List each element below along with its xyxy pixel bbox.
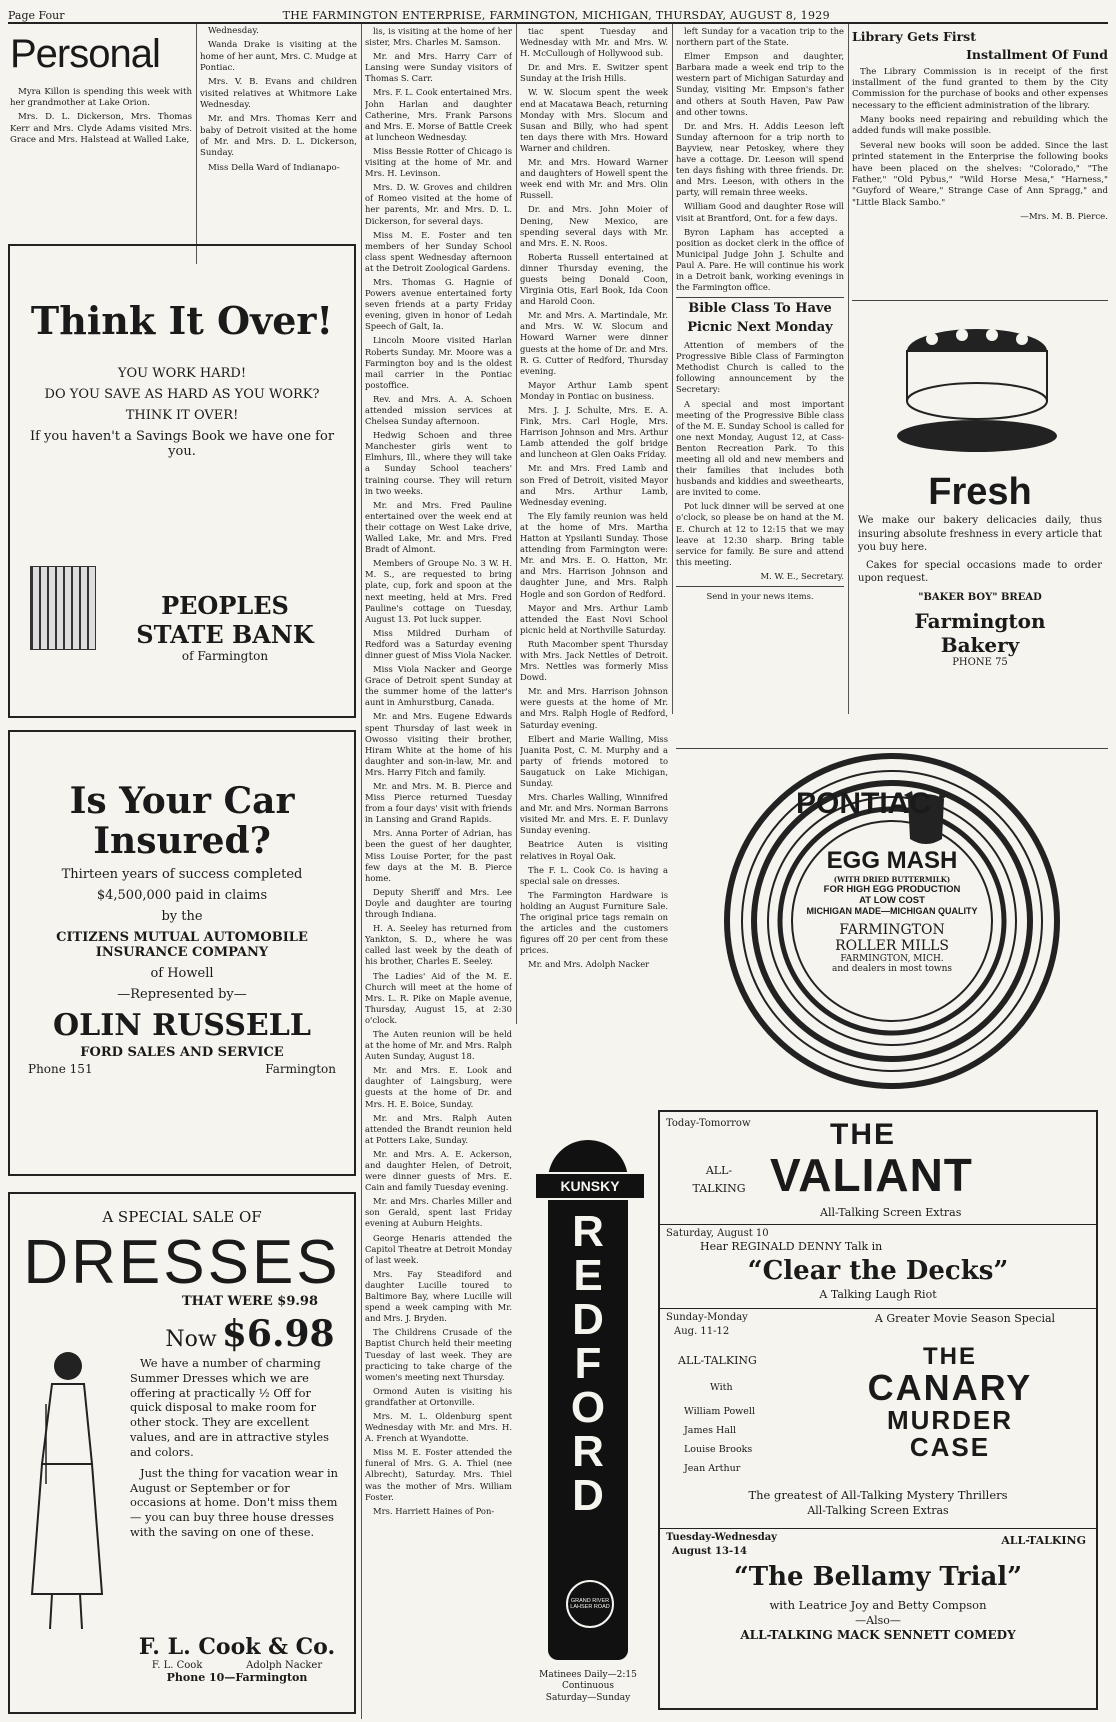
news-item: The Ladies' Aid of the M. E. Church will meet at the home of Mrs. L. R. Pike on Maple avenue, Thursday, August 15, at 2:30 o'clock. [365, 970, 512, 1025]
news-item: The Childrens Crusade of the Baptist Church held their meeting Tuesday of last week. They are practicing to take charge of the women's meeting next Thursday. [365, 1327, 512, 1382]
now-label: Now [165, 1327, 217, 1352]
news-item: Miss M. E. Foster and ten members of her Sunday School class spent Wednesday afternoon at the Detroit Zoological Gardens. [365, 229, 512, 273]
news-item: The Library Commission is in receipt of the first installment of the fund granted to them by the City Commission for the purchase of books and other expenses necessary to the efficient administration of the library. [852, 66, 1108, 111]
news-item: Miss M. E. Foster attended the funeral of Mrs. G. A. Thiel (nee Albrecht), Saturday. Mrs. Thiel was the mother of Mrs. William Foster. [365, 1447, 512, 1502]
peoples-state-bank-ad [8, 244, 356, 718]
news-item: Dr. and Mrs. E. Switzer spent Sunday at the Irish Hills. [520, 62, 668, 84]
signature: M. W. E., Secretary. [760, 570, 844, 581]
insurance-ad [8, 730, 356, 1176]
news-item: Mr. and Mrs. M. B. Pierce and Miss Pierce returned Tuesday from a four days' visit with friends in Lansing and Grand Rapids. [365, 781, 512, 825]
town: Farmington [265, 1062, 336, 1077]
news-item: Byron Lapham has accepted a position as docket clerk in the office of Municipal Judge John J. Schulte and Paul A. Pare. He will continue his work in a Detroit bank, working evenings in the Farmington office. [676, 226, 844, 293]
news-item: A special and most important meeting of the Progressive Bible class of the M. E. Sunday School is called for one next Monday, August 12, at Cass-Benton Recreation Park. To this meeting all old and new members and their families that includes both husbands and kiddies and sweethearts, are invited to come. [676, 398, 844, 498]
program-row-valiant [660, 1112, 1096, 1225]
news-item: Mrs. F. L. Cook entertained Mrs. John Harlan and daughter Catherine, Mrs. Frank Parsons and Mrs. E. Morse of Battle Creek at luncheon Wednesday. [365, 87, 512, 142]
news-item: Ormond Auten is visiting his grandfather at Ortonville. [365, 1385, 512, 1407]
matinee-time: Matinees Daily—2:15 [539, 1670, 637, 1680]
ad-line: Thirteen years of success completed [61, 867, 303, 883]
news-item: Deputy Sheriff and Mrs. Lee Doyle and daughter are touring through Indiana. [365, 886, 512, 920]
program-day: Tuesday-Wednesday [666, 1532, 777, 1543]
news-item: Mr. and Mrs. Adolph Nacker [528, 959, 650, 970]
program-row-canary [660, 1308, 1096, 1529]
news-items-note: Send in your news items. [706, 591, 814, 601]
product-name: EGG MASH [826, 847, 958, 874]
news-item: Mrs. V. B. Evans and children visited relatives at Whitmore Lake Wednesday. [200, 77, 357, 111]
news-item: Mayor Arthur Lamb spent Monday in Pontiac on business. [520, 379, 668, 401]
news-item: Attention of members of the Progressive Bible Class of Farmington Methodist Church is called to the following announcement by the Secretary: [676, 340, 844, 395]
news-column-2 [200, 26, 357, 240]
news-item: George Henaris attended the Capitol Theatre at Detroit Monday of last week. [365, 1232, 512, 1265]
news-column-4 [520, 26, 668, 1016]
cake-illustration [892, 311, 1062, 461]
library-column [852, 26, 1108, 326]
news-item: Mr. and Mrs. Fred Lamb and son Fred of Detroit, visited Mayor and Mrs. Arthur Lamb, Wednesday evening. [520, 463, 668, 507]
ad-copy: We have a number of charming Summer Dresses which we are offering at practically ½ Off for quick disposal to make room for other stock. They are excellent values, and are in attractive styles and colors. [130, 1356, 329, 1459]
redford-sign: REDFORD [570, 1207, 606, 1520]
ad-line: DO YOU SAVE AS HARD AS YOU WORK? [44, 386, 320, 402]
dresses-sale-ad [8, 1192, 356, 1714]
theater-location-badge: GRAND RIVER LAHSER ROAD [566, 1580, 614, 1628]
ad-line: YOU WORK HARD! [117, 365, 247, 381]
film-cast: with Leatrice Joy and Betty Compson [769, 1598, 987, 1612]
original-price: THAT WERE $9.98 [182, 1294, 318, 1309]
sale-price: $6.98 [221, 1313, 335, 1355]
newspaper-title: THE FARMINGTON ENTERPRISE, FARMINGTON, MICHIGAN, THURSDAY, AUGUST 8, 1929 [282, 9, 830, 22]
film-title: VALIANT [770, 1149, 973, 1201]
signature: —Mrs. M. B. Pierce. [1020, 211, 1108, 222]
news-item: Mr. and Mrs. A. Martindale, Mr. and Mrs. W. W. Slocum and Howard Warner were dinner guests at the home of Dr. and Mrs. R. G. Cutter of Redford, Thursday evening. [520, 310, 668, 376]
bank-building-illustration [30, 566, 96, 650]
news-item: left Sunday for a vacation trip to the northern part of the State. [676, 26, 844, 48]
news-item: Mrs. Anna Porter of Adrian, has been the guest of her daughter, Miss Louise Porter, for the past few days at the M. B. Pierce home. [365, 828, 512, 883]
bank-name-2: STATE BANK [136, 620, 314, 649]
news-item: tiac spent Tuesday and Wednesday with Mr. and Mrs. W. H. McCullough of Hollywood sub. [520, 26, 668, 59]
news-item: Mrs. Thomas G. Hagnie of Powers avenue entertained forty seven friends at a party Friday evening, given in honor of Ledah Speech of Galt, Ia. [365, 276, 512, 332]
film-title: CASE [909, 1432, 991, 1463]
news-item: Mayor and Mrs. Arthur Lamb attended the East Novi School picnic held at Northville Saturday. [520, 602, 668, 635]
bakery-name-1: Farmington [914, 608, 1046, 633]
bible-class-headline: Bible Class To Have [688, 301, 832, 317]
bank-name-1: PEOPLES [161, 591, 289, 620]
program-day: Sunday-Monday [666, 1312, 748, 1323]
news-item: Mrs. M. L. Oldenburg spent Wednesday with Mr. and Mrs. H. A. French at Wyandotte. [365, 1410, 512, 1444]
agent-name: OLIN RUSSELL [53, 1008, 311, 1044]
news-item: Hedwig Schoen and three Manchester girls went to Elmhurs, Ill., where they will take a Sunday School teachers' training course. They will return in two weeks. [365, 430, 512, 496]
news-item: Mr. and Mrs. Eugene Edwards spent Thursday of last week in Owosso visiting their brother, Hiram White at the home of his daughter and son-in-law, Mr. and Mrs. Harry Fitch and family. [365, 711, 512, 777]
news-item: Mr. and Mrs. A. E. Ackerson, and daughter Helen, of Detroit, were dinner guests of Mrs. E. Cain and family Tuesday evening. [365, 1148, 512, 1193]
owner-name: F. L. Cook [151, 1660, 203, 1671]
product-sub: (WITH DRIED BUTTERMILK) [833, 875, 951, 884]
phone: Phone 151 [28, 1062, 93, 1077]
news-item: Mrs. Fay Steadiford and daughter Lucille toured to Baltimore Bay, where Lucille will spend a week camping with Mr. and Mrs. J. Bryden. [365, 1268, 512, 1324]
program-footer: ALL-TALKING MACK SENNETT COMEDY [740, 1628, 1016, 1642]
ad-copy: Just the thing for vacation wear in August or September or for occasions at home. Don't miss them — you can buy three house dresses with the saving on one of these. [130, 1465, 338, 1540]
ad-line: MICHIGAN MADE—MICHIGAN QUALITY [806, 906, 978, 916]
cast-member: James Hall [684, 1425, 737, 1436]
program-footer: The greatest of All-Talking Mystery Thrillers [748, 1488, 1008, 1502]
ad-line: of Howell [150, 966, 214, 982]
news-item: Several new books will soon be added. Since the last printed statement in the Enterprise the following books have been placed on the shelves: "Colorado," "The Father," "Old Pybus," "Wild Horse Mesa," "Harness," "Guyford of Weare," Strange Case of Ann Spragg," and "Little Black Sambo." [852, 140, 1108, 208]
all-talking-label: ALL-TALKING [678, 1354, 757, 1367]
news-item: Miss Viola Nacker and George Grace of Detroit spent Sunday at the summer home of the latter's aunt in Amhurstburg, Canada. [365, 664, 512, 708]
news-item: Mrs. D. W. Groves and children of Romeo visited at the home of her parents, Mr. and Mrs. D. L. Dickerson, for several days. [365, 182, 512, 226]
news-item: Miss Della Ward of Indianapo- [208, 162, 340, 173]
news-item: Ruth Macomber spent Thursday with Mrs. Jack Nettles of Detroit. Mrs. Nettles was formerly Miss Dowd. [520, 638, 668, 683]
film-title: MURDER [886, 1404, 1014, 1435]
ad-line: FOR HIGH EGG PRODUCTION [823, 884, 961, 895]
news-item: The Farmington Hardware is holding an August Furniture Sale. The original price tags remain on the articles and the customers figures off 20 per cent from these prices. [520, 889, 668, 956]
ad-line: THINK IT OVER! [125, 407, 239, 423]
theater-program [658, 1110, 1098, 1710]
cast-member: Louise Brooks [684, 1444, 753, 1455]
news-item: Wanda Drake is visiting at the home of her aunt, Mrs. C. Mudge at Pontiac. [200, 40, 357, 74]
news-item: W. W. Slocum spent the week end at Macatawa Beach, returning Monday with Mrs. Slocum and Susan and Billy, who had spent ten days there with Mrs. Howard Warner and children. [520, 87, 668, 153]
news-item: Mrs. Charles Walling, Winnifred and Mr. and Mrs. Norman Barrons visited Mr. and Mrs. E. F. Dunlavy Sunday evening. [520, 792, 668, 836]
ad-line: CITIZENS MUTUAL AUTOMOBILE INSURANCE COMPANY [56, 930, 308, 961]
news-item: The F. L. Cook Co. is having a special sale on dresses. [520, 864, 668, 886]
ad-copy: We make our bakery delicacies daily, thus insuring absolute freshness in every article that you buy here. [858, 515, 1102, 553]
screen-extras: All-Talking Screen Extras [820, 1206, 962, 1219]
bakery-phone: PHONE 75 [952, 656, 1008, 668]
theater-sign-panel [518, 1110, 658, 1716]
news-column-5 [676, 26, 844, 746]
news-item: Mr. and Mrs. Howard Warner and daughters of Howell spent the week end with Mr. and Mrs. Olin Russell. [520, 157, 668, 201]
news-item: The Ely family reunion was held at the home of Mrs. Martha Hatton at Ypsilanti Sunday. Those attending from Farmington were: Mr. and Mrs. E. O. Hatton, Mr. and Mrs. Harrison Johnson and daughter June, and Mrs. Ralph Hogle and son Gordon of Redford. [520, 510, 668, 599]
film-title: CANARY [867, 1367, 1033, 1409]
program-hear: Hear REGINALD DENNY Talk in [700, 1240, 883, 1253]
news-item: Mrs. J. J. Schulte, Mrs. E. A. Fink, Mrs. Carl Hogle, Mrs. Harrison Johnson and Mrs. Arthur Lamb attended the golf bridge and luncheon at Glen Oaks Friday. [520, 405, 668, 460]
matinee-days: Saturday—Sunday [545, 1692, 631, 1703]
matinee-continuous: Continuous [561, 1681, 615, 1692]
news-item: Mr. and Mrs. Harry Carr of Lansing were Sunday visitors of Thomas S. Carr. [365, 51, 512, 84]
program-date: August 13-14 [672, 1546, 748, 1557]
program-row-bellamy [660, 1528, 1096, 1708]
news-item: Wednesday. [208, 26, 259, 36]
program-day: Saturday, August 10 [666, 1228, 769, 1239]
mill-location: FARMINGTON, MICH. [840, 954, 944, 964]
news-item: Pot luck dinner will be served at one o'clock, so please be on hand at the M. E. Church at 12 to 12:15 that we may leave at 12:30 sharp. Bring table service for family. Be sure and attend this meeting. [676, 501, 844, 567]
ad-line: FORD SALES AND SERVICE [80, 1045, 284, 1061]
news-item: Roberta Russell entertained at dinner Thursday evening, the guests being Donald Coon, Virginia Otis, Earl Book, Ida Coon and Harold Coon. [520, 251, 668, 307]
ad-line: AT LOW COST [859, 895, 925, 906]
news-column-3 [365, 26, 512, 1718]
store-name: F. L. Cook & Co. [138, 1634, 336, 1660]
ad-headline: DRESSES [23, 1228, 341, 1297]
news-item: Elbert and Marie Walling, Miss Juanita Post, C. M. Murphy and a party of friends motored to Saugatuck on Lake Michigan, Sunday. [520, 733, 668, 788]
news-item: Mr. and Mrs. E. Look and daughter of Laingsburg, were guests at the home of Dr. and Mrs. H. E. Boice, Sunday. [365, 1065, 512, 1109]
ad-line: —Represented by— [117, 987, 247, 1003]
bakery-name-2: Bakery [940, 632, 1020, 657]
page-number: Page Four [8, 9, 65, 22]
news-item: Beatrice Auten is visiting relatives in Royal Oak. [520, 839, 668, 861]
library-subhead: Installment Of Fund [966, 47, 1108, 63]
film-title: “Clear the Decks” [747, 1256, 1009, 1286]
bakery-brand: "BAKER BOY" BREAD [918, 591, 1042, 603]
personal-item: Mrs. D. L. Dickerson, Mrs. Thomas Kerr and Mrs. Clyde Adams visited Mrs. Grace and Mrs. Halstead at Walled Lake, [10, 112, 192, 146]
news-item: Mr. and Mrs. Ralph Auten attended the Brandt reunion held at Potters Lake, Sunday. [365, 1112, 512, 1145]
mill-dealers: and dealers in most towns [832, 964, 952, 974]
program-row-clear-decks [660, 1224, 1096, 1309]
film-subtitle: A Talking Laugh Riot [819, 1288, 937, 1301]
with-label: With [710, 1382, 733, 1393]
kunsky-label: KUNSKY [534, 1172, 646, 1200]
pontiac-egg-mash-ad [676, 748, 1108, 1093]
fashion-figure-illustration [22, 1344, 112, 1634]
film-title: “The Bellamy Trial” [733, 1562, 1023, 1592]
news-item: Mr. and Mrs. Thomas Kerr and baby of Detroit visited at the home of Mr. and Mrs. D. L. Dickerson, Sunday. [200, 114, 357, 159]
ad-line: $4,500,000 paid in claims [96, 888, 268, 904]
ad-headline: Think It Over! [30, 298, 334, 343]
library-headline: Library Gets First [852, 29, 976, 44]
news-item: Mr. and Mrs. Fred Pauline entertained over the week end at their cottage on West Lake drive, Walled Lake, Mr. and Mrs. Fred Bradt of Almont. [365, 499, 512, 555]
bible-class-subhead: Picnic Next Monday [687, 320, 833, 336]
program-date: Aug. 11-12 [674, 1326, 730, 1337]
film-title-prefix: THE [830, 1118, 896, 1151]
news-item: H. A. Seeley has returned from Yankton, S. D., where he was called last week by the death of his brother, Charles E. Seeley. [365, 923, 512, 967]
ad-copy: Cakes for special occasions made to order upon request. [858, 559, 1102, 584]
ad-line: A SPECIAL SALE OF [102, 1208, 262, 1226]
bakery-ad [852, 300, 1108, 741]
season-special: A Greater Movie Season Special [874, 1312, 1056, 1325]
news-item: Dr. and Mrs. John Moier of Dening, New Mexico, are spending several days with Mr. and Mrs. E. N. Roos. [520, 204, 668, 248]
news-item: Lincoln Moore visited Harlan Roberts Sunday. Mr. Moore was a Farmington boy and is the oldest mail carrier in the Pontiac postoffice. [365, 335, 512, 390]
owner-name: Adolph Nacker [246, 1660, 323, 1671]
all-talking-label: ALL-TALKING [692, 1164, 746, 1195]
news-item: Rev. and Mrs. A. A. Schoen attended mission services at Chelsea Sunday afternoon. [365, 393, 512, 427]
masthead [8, 4, 1108, 24]
store-phone: Phone 10—Farmington [166, 1671, 308, 1684]
news-item: Miss Mildred Durham of Redford was a Saturday evening dinner guest of Miss Viola Nacker. [365, 627, 512, 660]
news-item: Dr. and Mrs. H. Addis Leeson left Sunday afternoon for a trip north to Bayview, near Petoskey, where they have a cottage. Dr. Leeson will spend ten days fishing with three friends. Dr. and Mrs. Leeson, with others in the party, will remain three weeks. [676, 120, 844, 198]
news-item: William Good and daughter Rose will visit at Brantford, Ont. for a few days. [676, 201, 844, 223]
also-label: —Also— [855, 1614, 901, 1627]
news-item: The Auten reunion will be held at the home of Mr. and Mrs. Ralph Auten Sunday, August 18. [365, 1028, 512, 1062]
news-item: Mr. and Mrs. Charles Miller and son Gerald, spent last Friday evening at Auburn Heights. [365, 1196, 512, 1229]
cast-member: Jean Arthur [684, 1463, 741, 1474]
pontiac-brand: PONTIAC [796, 787, 931, 820]
ad-line: by the [161, 909, 203, 925]
news-item: Elmer Empson and daughter, Barbara made a week end trip to the western part of Michigan Saturday and Sunday, visiting Mr. Empson's father and others at South Haven, Paw Paw and other towns. [676, 51, 844, 117]
ad-line: If you haven't a Savings Book we have one for you. [29, 428, 335, 459]
all-talking-label: ALL-TALKING [1001, 1534, 1086, 1547]
bakery-headline: Fresh [928, 471, 1032, 513]
redford-theater-ad [518, 1110, 1108, 1716]
film-title-prefix: THE [923, 1343, 977, 1370]
ad-headline: Is Your Car Insured? [69, 780, 295, 862]
mill-name: ROLLER MILLS [835, 938, 949, 954]
program-footer: All-Talking Screen Extras [807, 1504, 949, 1517]
news-item: lis, is visiting at the home of her sister, Mrs. Charles M. Samson. [365, 26, 512, 48]
news-item: Mrs. Harriett Haines of Pon- [373, 1505, 495, 1516]
personal-heading: Personal [10, 32, 160, 76]
mill-name: FARMINGTON [839, 922, 945, 938]
news-item: Miss Bessie Rotter of Chicago is visiting at the home of Mr. and Mrs. H. Levinson. [365, 145, 512, 179]
personal-column [10, 26, 192, 240]
news-item: Members of Groupe No. 3 W. H. M. S., are requested to bring plate, cup, fork and spoon at the next meeting, held at Mrs. Fred Pauline's cottage on Tuesday, August 13. Pot luck supper. [365, 558, 512, 624]
news-item: Many books need repairing and rebuilding which the added funds will make possible. [852, 115, 1108, 137]
program-day: Today-Tomorrow [666, 1118, 751, 1129]
personal-item: Myra Killon is spending this week with her grandmother at Lake Orion. [10, 86, 192, 109]
bank-location: of Farmington [181, 649, 269, 663]
news-item: Mr. and Mrs. Harrison Johnson were guests at the home of Mr. and Mrs. Ralph Hogle of Redford, Saturday evening. [520, 686, 668, 730]
cast-member: William Powell [684, 1406, 755, 1417]
